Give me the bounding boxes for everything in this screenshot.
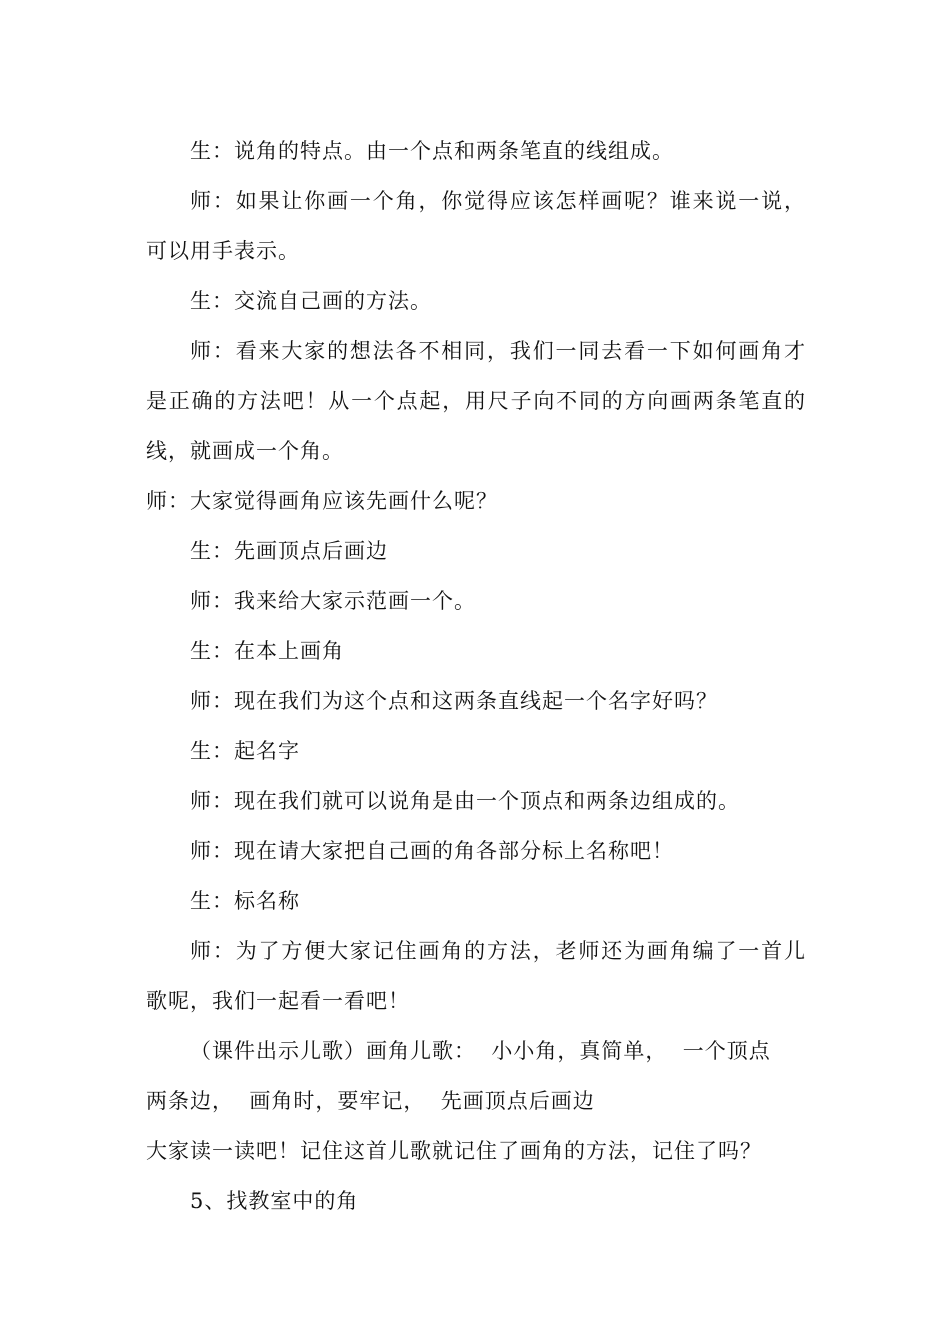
paragraph-line: 歌呢，我们一起看一看吧！ [146,989,410,1013]
paragraph-line: 师：为了方便大家记住画角的方法，老师还为画角编了一首儿 [190,939,806,963]
paragraph-line: 是正确的方法吧！从一个点起，用尺子向不同的方向画两条笔直的 [146,389,806,413]
paragraph-line: 师：现在我们就可以说角是由一个顶点和两条边组成的。 [190,789,740,813]
paragraph-line: 生：交流自己画的方法。 [190,289,432,313]
paragraph-line: 生：先画顶点后画边 [190,539,388,563]
paragraph-line: 师：现在请大家把自己画的角各部分标上名称吧！ [190,839,674,863]
paragraph-line: 生：起名字 [190,739,300,763]
paragraph-line: 师：现在我们为这个点和这两条直线起一个名字好吗？ [190,689,718,713]
paragraph-line: 生：在本上画角 [190,639,344,663]
section-heading: 5、找教室中的角 [190,1189,359,1213]
paragraph-line: 两条边， 画角时，要牢记， 先画顶点后画边 [146,1089,595,1113]
paragraph-line: 师：如果让你画一个角，你觉得应该怎样画呢？谁来说一说， [190,189,806,213]
paragraph-line: 师：看来大家的想法各不相同，我们一同去看一下如何画角才 [190,339,806,363]
paragraph-line: 生：说角的特点。由一个点和两条笔直的线组成。 [190,139,674,163]
paragraph-line: （课件出示儿歌）画角儿歌： 小小角，真简单， 一个顶点 [190,1039,771,1063]
paragraph-line: 线，就画成一个角。 [146,439,344,463]
paragraph-line: 师：我来给大家示范画一个。 [190,589,476,613]
paragraph-line: 大家读一读吧！记住这首儿歌就记住了画角的方法，记住了吗？ [146,1139,762,1163]
paragraph-line: 生：标名称 [190,889,300,913]
paragraph-line: 可以用手表示。 [146,239,300,263]
paragraph-line: 师：大家觉得画角应该先画什么呢？ [146,489,498,513]
